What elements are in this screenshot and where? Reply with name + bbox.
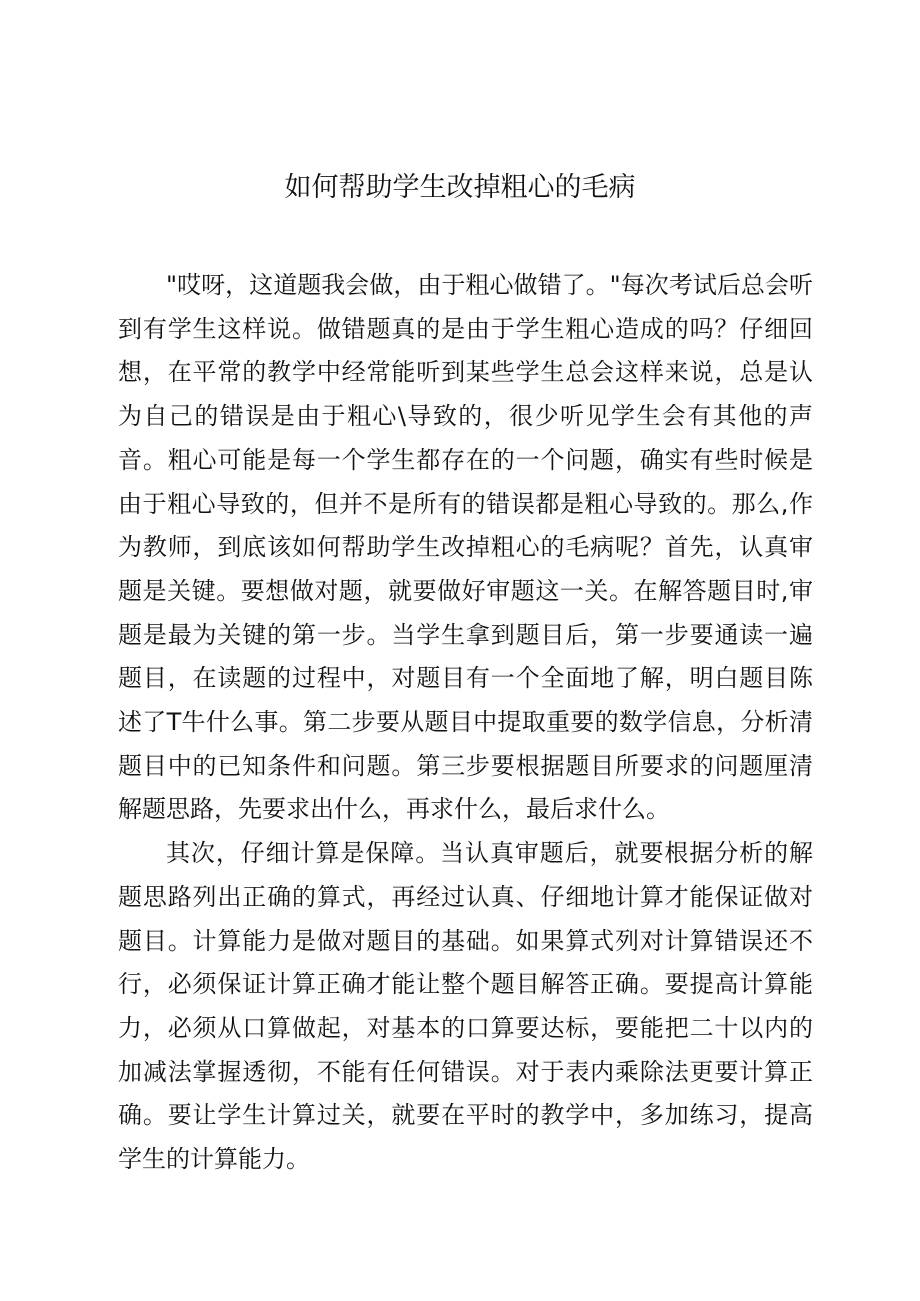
document-body	[118, 264, 813, 1182]
paragraph-2: 其次，仔细计算是保障。当认真审题后，就要根据分析的解题思路列出正确的算式，再经过认真、仔细地计算才能保证做对题目。计算能力是做对题目的基础。如果算式列对计算错误还不行，必须保证计算正确才能让整个题目解答正确。要提高计算能力，必须从口算做起，对基本的口算要达标，要能把二十以内的加减法掌握透彻，不能有任何错误。对于表内乘除法更要计算正确。要让学生计算过关，就要在平时的教学中，多加练习，提高学生的计算能力。	[118, 839, 813, 1174]
document-title: 如何帮助学生改掉粗心的毛病	[284, 172, 636, 203]
paragraph-1: "哎呀，这道题我会做，由于粗心做错了。"每次考试后总会听到有学生这样说。做错题真的是由于学生粗心造成的吗？仔细回想，在平常的教学中经常能听到某些学生总会这样来说，总是认为自己的错误是由于粗心\导致的，很少听见学生会有其他的声音。粗心可能是每一个学生都存在的一个问题，确实有些时候是由于粗心导致的，但并不是所有的错误都是粗心导致的。那么,作为教师，到底该如何帮助学生改掉粗心的毛病呢？首先，认真审题是关键。要想做对题，就要做好审题这一关。在解答题目时,审题是最为关键的第一步。当学生拿到题目后，第一步要通读一遍题目，在读题的过程中，对题目有一个全面地了解，明白题目陈述了T牛什么事。第二步要从题目中提取重要的数学信息，分析清题目中的已知条件和问题。第三步要根据题目所要求的问题厘清解题思路，先要求出什么，再求什么，最后求什么。	[118, 271, 813, 824]
